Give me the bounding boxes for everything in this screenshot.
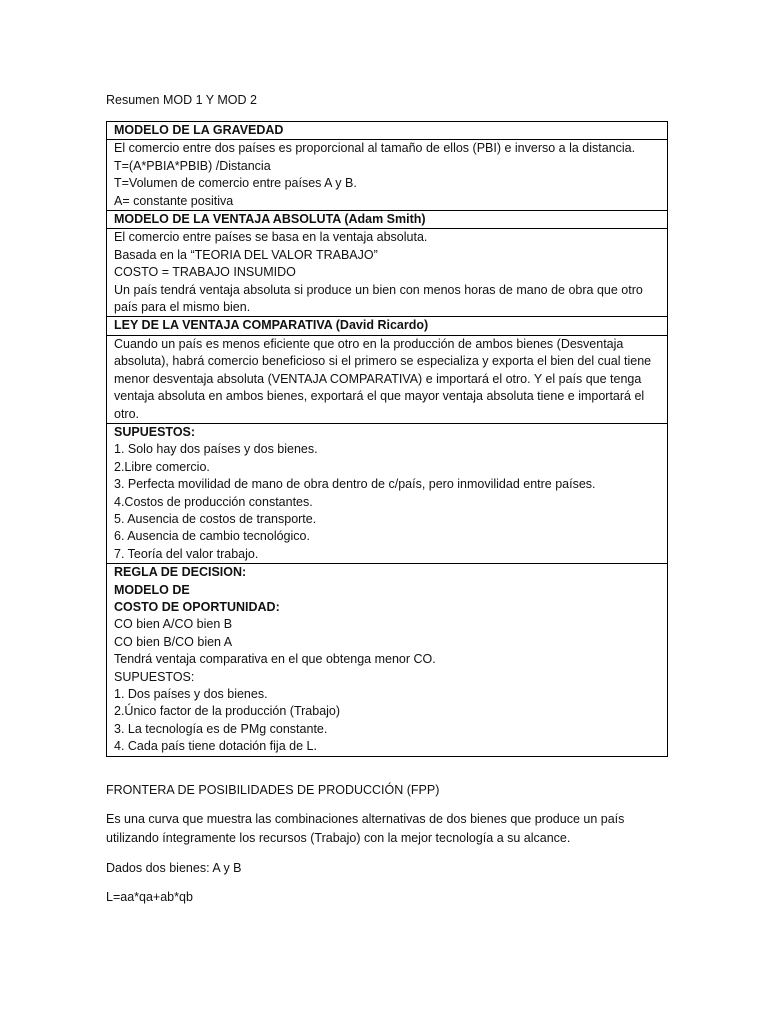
table-row-body: [107, 140, 668, 211]
table-row-body: [107, 229, 668, 317]
body-line: COSTO = TRABAJO INSUMIDO: [114, 265, 296, 280]
assumption-item: 4.Costos de producción constantes.: [114, 494, 313, 509]
section-assumptions: [107, 423, 668, 563]
assumption-item: 6. Ausencia de cambio tecnológico.: [114, 529, 310, 544]
summary-table: [106, 121, 668, 757]
body-line: 3. La tecnología es de PMg constante.: [114, 721, 328, 736]
body-line: 2.Único factor de la producción (Trabajo): [114, 704, 341, 719]
body-line: CO bien B/CO bien A: [114, 634, 233, 649]
fpp-heading: FRONTERA DE POSIBILIDADES DE PRODUCCIÓN (FPP): [106, 783, 440, 797]
body-line: Tendrá ventaja comparativa en el que obtenga menor CO.: [114, 652, 436, 667]
body-line: 4. Cada país tiene dotación fija de L.: [114, 739, 317, 754]
body-line: A= constante positiva: [114, 193, 234, 208]
section-heading-comparative-advantage: LEY DE LA VENTAJA COMPARATIVA (David Ricardo): [107, 317, 668, 335]
body-line: Basada en la “TEORIA DEL VALOR TRABAJO”: [114, 247, 378, 262]
table-row-decision-rule: [107, 564, 668, 756]
table-row-assumptions: [107, 423, 668, 563]
fpp-equation: L=aa*qa+ab*qb: [106, 890, 193, 904]
section-heading-gravity: MODELO DE LA GRAVEDAD: [107, 122, 668, 140]
body-line: El comercio entre dos países es proporcional al tamaño de ellos (PBI) e inverso a la distancia.: [114, 141, 636, 156]
section-body-gravity: [107, 140, 668, 211]
body-line: T=(A*PBIA*PBIB) /Distancia: [114, 158, 271, 173]
body-line: El comercio entre países se basa en la ventaja absoluta.: [114, 230, 428, 245]
assumption-item: 1. Solo hay dos países y dos bienes.: [114, 442, 318, 457]
document-title: Resumen MOD 1 Y MOD 2: [106, 93, 257, 107]
section-heading-assumptions: SUPUESTOS:: [114, 424, 196, 439]
bold-line: MODELO DE: [114, 582, 190, 597]
section-body-comparative-advantage: [107, 335, 668, 423]
section-decision-rule: [107, 564, 668, 756]
table-row-heading: [107, 122, 668, 140]
table-row-heading: [107, 317, 668, 335]
body-line: Un país tendrá ventaja absoluta si produce un bien con menos horas de mano de obra que otro país para el mismo bien.: [114, 282, 643, 315]
section-body-absolute-advantage: [107, 229, 668, 317]
body-line: 1. Dos países y dos bienes.: [114, 687, 268, 701]
fpp-given: Dados dos bienes: A y B: [106, 861, 242, 875]
assumption-item: 2.Libre comercio.: [114, 459, 210, 474]
assumption-item: 3. Perfecta movilidad de mano de obra dentro de c/país, pero inmovilidad entre países.: [114, 477, 596, 492]
section-heading-decision-rule: REGLA DE DECISION:: [114, 565, 247, 580]
body-paragraph: Cuando un país es menos eficiente que otro en la producción de ambos bienes (Desventaja absoluta), habrá comercio beneficioso si el primero se especializa y exporta el bien del cual tiene menor desventaja absoluta (VENTAJA COMPARATIVA) e importará el otro. Y el país que tenga ventaja absoluta en ambos bienes, exportará el que mayor ventaja absoluta tiene e importará el otro.: [114, 336, 652, 421]
assumption-item: 7. Teoría del valor trabajo.: [114, 546, 259, 561]
assumption-item: 5. Ausencia de costos de transporte.: [114, 511, 317, 526]
table-row-heading: [107, 211, 668, 229]
fpp-definition: Es una curva que muestra las combinaciones alternativas de dos bienes que produce un país utilizando íntegramente los recursos (Trabajo) con la mejor tecnología a su alcance.: [106, 812, 625, 845]
body-line: SUPUESTOS:: [114, 669, 195, 684]
table-row-body: [107, 335, 668, 423]
section-heading-absolute-advantage: MODELO DE LA VENTAJA ABSOLUTA (Adam Smith): [107, 211, 668, 229]
body-line: CO bien A/CO bien B: [114, 617, 233, 632]
body-line: T=Volumen de comercio entre países A y B.: [114, 176, 357, 191]
bold-line: COSTO DE OPORTUNIDAD:: [114, 599, 280, 614]
